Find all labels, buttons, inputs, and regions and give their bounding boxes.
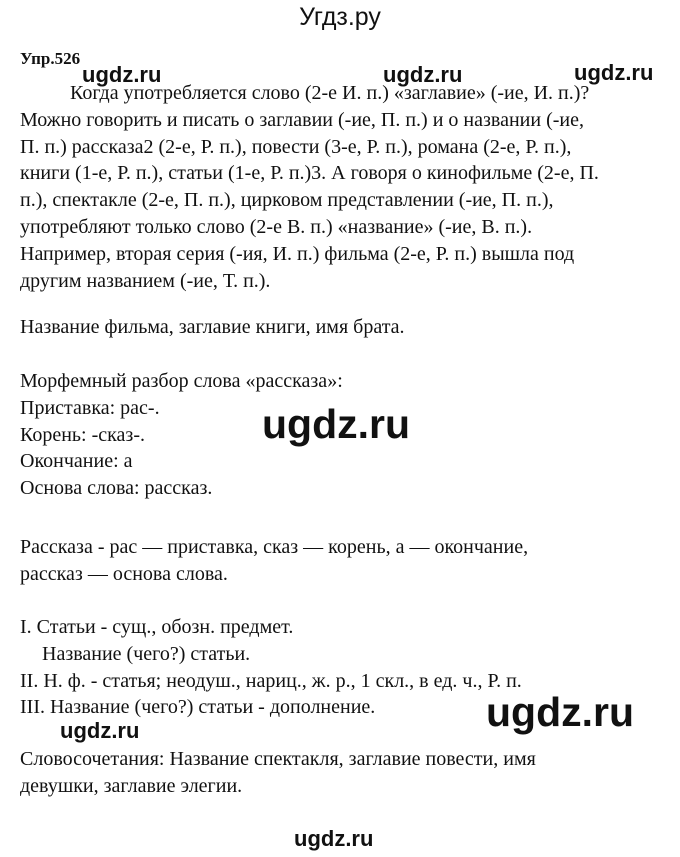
- text-line: другим названием (-ие, Т. п.).: [20, 269, 271, 292]
- text-line: III. Название (чего?) статьи - дополнение.: [20, 696, 376, 719]
- paragraph-examples: [20, 314, 670, 341]
- text-line: Название фильма, заглавие книги, имя брата.: [20, 316, 405, 338]
- text-line: книги (1-е, Р. п.), статьи (1-е, Р. п.)3. А говоря о кинофильме (2-е, П.: [20, 162, 599, 185]
- word-combinations: [20, 746, 670, 800]
- text-line: Название (чего?) статьи.: [42, 642, 251, 665]
- watermark-large: ugdz.ru: [262, 401, 411, 447]
- text-line: Морфемный разбор слова «рассказа»:: [20, 370, 343, 392]
- text-line: Корень: -сказ-.: [20, 423, 145, 446]
- morpheme-summary: [20, 534, 670, 588]
- watermark: ugdz.ru: [294, 826, 374, 851]
- text-line: Рассказа - рас — приставка, сказ — корень, а — окончание,: [20, 536, 529, 558]
- text-line: Например, вторая серия (-ия, И. п.) фильма (2-е, Р. п.) вышла под: [20, 242, 575, 265]
- text-line: I. Статьи - сущ., обозн. предмет.: [20, 616, 294, 638]
- text-line: Словосочетания: Название спектакля, заглавие повести, имя: [20, 748, 536, 770]
- watermark-large: ugdz.ru: [486, 689, 635, 735]
- site-title: Угдз.ру: [299, 3, 381, 31]
- watermark: ugdz.ru: [60, 718, 140, 743]
- exercise-label: Упр.526: [20, 49, 81, 68]
- text-line: девушки, заглавие элегии.: [20, 774, 243, 797]
- text-line: Можно говорить и писать о заглавии (-ие, П. п.) и о названии (-ие,: [20, 108, 584, 131]
- paragraph-main: [20, 80, 670, 294]
- text-line: Основа слова: рассказ.: [20, 477, 213, 500]
- text-line: п.), спектакле (2-е, П. п.), цирковом представлении (-ие, П. п.),: [20, 189, 554, 212]
- text-line: употребляют только слово (2-е В. п.) «название» (-ие, В. п.).: [20, 215, 533, 238]
- watermark: ugdz.ru: [574, 60, 654, 85]
- watermark: ugdz.ru: [383, 62, 463, 87]
- text-line: II. Н. ф. - статья; неодуш., нариц., ж. р., 1 скл., в ед. ч., Р. п.: [20, 669, 522, 692]
- text-line: П. п.) рассказа2 (2-е, Р. п.), повести (3-е, Р. п.), романа (2-е, Р. п.),: [20, 135, 572, 158]
- watermark: ugdz.ru: [82, 62, 162, 87]
- text-line: рассказ — основа слова.: [20, 562, 228, 585]
- text-line: Приставка: рас-.: [20, 396, 160, 419]
- text-line: Окончание: а: [20, 450, 133, 473]
- text-line: Когда употребляется слово (2-е И. п.) «заглавие» (-ие, И. п.)?: [70, 82, 590, 104]
